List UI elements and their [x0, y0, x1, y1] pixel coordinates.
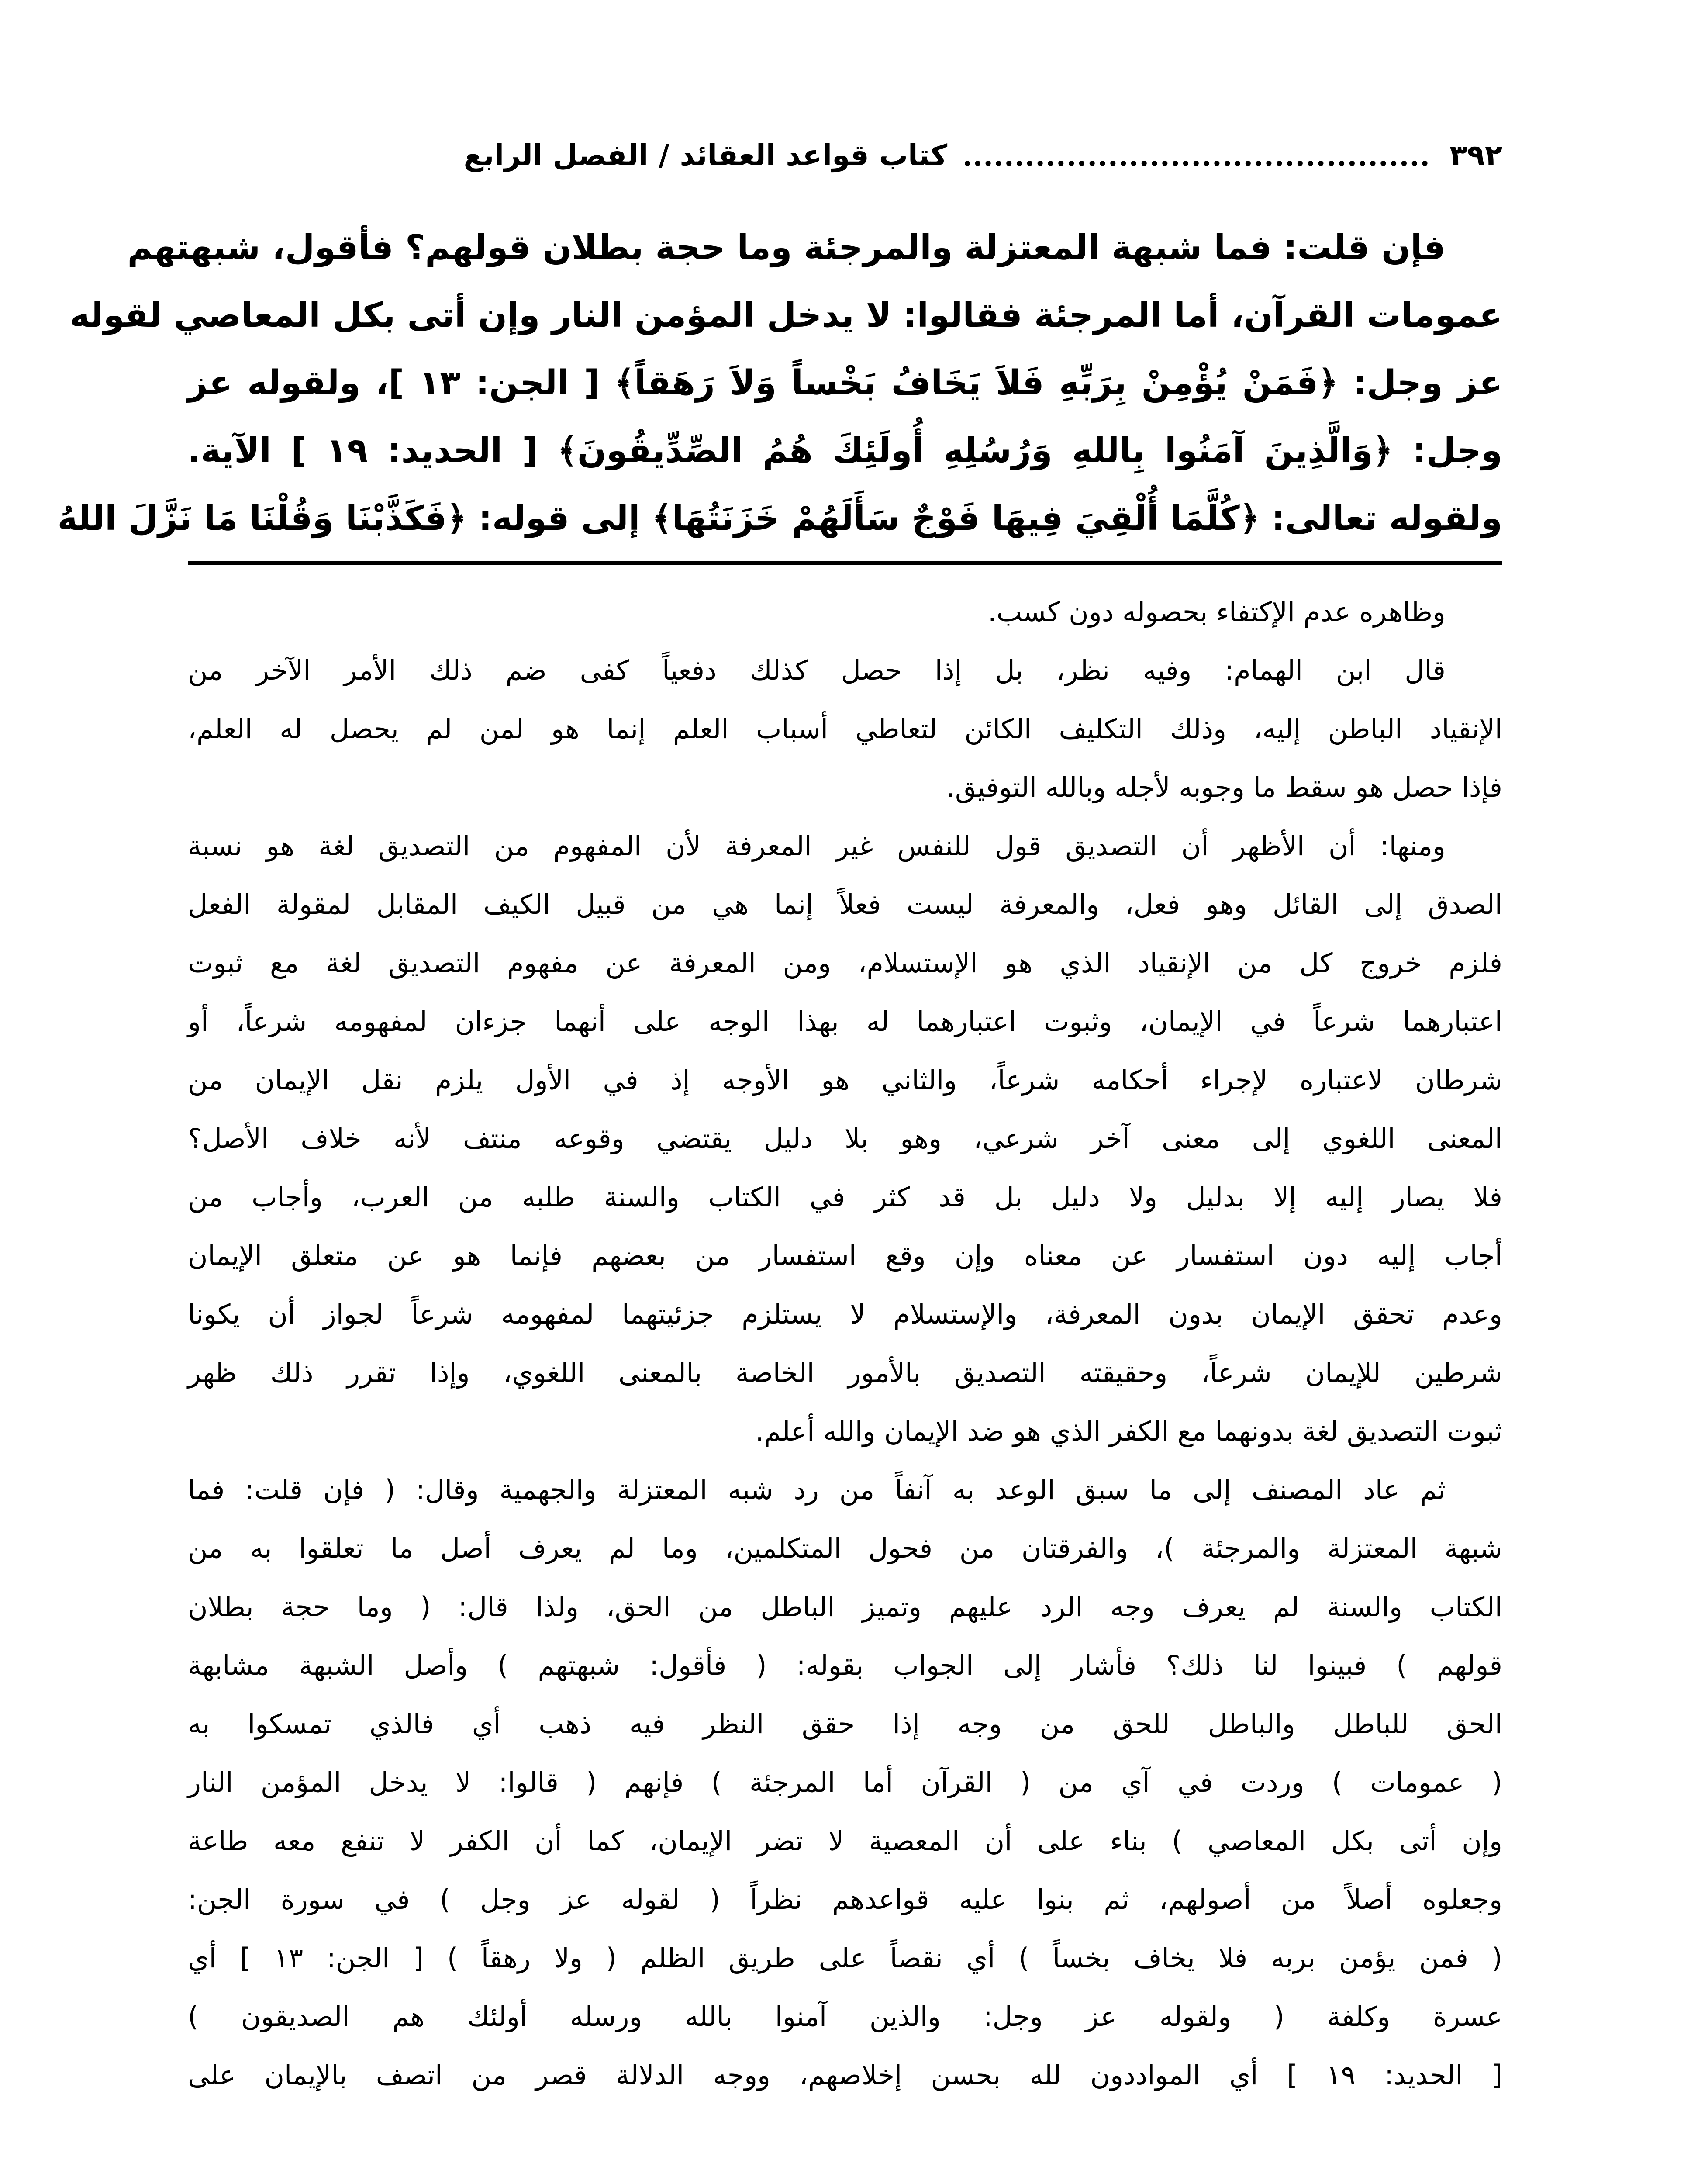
commentary-line: وإن أتى بكل المعاصي ) بناء على أن المعصية لا تضر الإيمان، كما أن الكفر لا تنفع معه طاعة [188, 1825, 1502, 1857]
commentary-line: فلزم خروج كل من الإنقياد الذي هو الإستسلام، ومن المعرفة عن مفهوم التصديق لغة مع ثبوت [188, 947, 1502, 979]
main-text-line: ولقوله تعالى: ﴿كُلَّمَا أُلْقِيَ فِيهَا فَوْجٌ سَأَلَهُمْ خَزَنَتُهَا﴾ إلى قوله: ﴿فَكَذَّبْنَا وَقُلْنَا مَا نَزَّلَ اللهُ [57, 499, 1502, 538]
commentary-line: قولهم ) فبينوا لنا ذلك؟ فأشار إلى الجواب بقوله: ( فأقول: شبهتهم ) وأصل الشبهة مشابهة [188, 1649, 1502, 1681]
commentary-line: قال ابن الهمام: وفيه نظر، بل إذا حصل كذلك دفعياً كفى ضم ذلك الأمر الآخر من [188, 654, 1446, 686]
commentary-line: فلا يصار إليه إلا بدليل ولا دليل بل قد كثر في الكتاب والسنة طلبه من العرب، وأجاب من [188, 1181, 1502, 1213]
commentary-line: عسرة وكلفة ( ولقوله عز وجل: والذين آمنوا بالله ورسله أولئك هم الصديقون ) [188, 2001, 1502, 2032]
commentary-line: اعتبارهما شرعاً في الإيمان، وثبوت اعتبارهما له بهذا الوجه على أنهما جزءان لمفهومه شرعاً، أو [188, 1006, 1502, 1037]
commentary-paragraph [188, 817, 1502, 1461]
main-text [57, 214, 1503, 553]
commentary-paragraph [188, 583, 1502, 641]
header-separator: / [659, 138, 669, 172]
commentary-line: وعدم تحقق الإيمان بدون المعرفة، والإستسلام لا يستلزم جزئيتهما لمفهومه شرعاً لجواز أن يكونا [188, 1298, 1502, 1330]
book-page [57, 0, 1503, 2184]
commentary-line: ثم عاد المصنف إلى ما سبق الوعد به آنفاً من رد شبه المعتزلة والجهمية وقال: ( فإن قلت: فما [188, 1474, 1446, 1506]
commentary-line: ( عمومات ) وردت في آي من ( القرآن أما المرجئة ) فإنهم ( قالوا: لا يدخل المؤمن النار [188, 1766, 1502, 1798]
commentary-line: الحق للباطل والباطل للحق من وجه إذا حقق النظر فيه ذهب أي فالذي تمسكوا به [188, 1708, 1502, 1740]
page-number: ٣٩٢ [1449, 138, 1502, 172]
commentary-paragraph [188, 641, 1502, 817]
commentary-line: المعنى اللغوي إلى معنى آخر شرعي، وهو بلا دليل يقتضي وقوعه منتف لأنه خلاف الأصل؟ [188, 1123, 1502, 1154]
commentary-line: فإذا حصل هو سقط ما وجوبه لأجله وبالله التوفيق. [946, 771, 1502, 803]
commentary-line: أجاب إليه دون استفسار عن معناه وإن وقع استفسار من بعضهم فإنما هو عن متعلق الإيمان [188, 1240, 1502, 1272]
dot-leader [965, 156, 1428, 166]
commentary-line: ( فمن يؤمن بربه فلا يخاف بخساً ) أي نقصاً على طريق الظلم ( ولا رهقاً ) [ الجن: ١٣ ] أي [188, 1942, 1503, 1974]
commentary-line: ثبوت التصديق لغة بدونهما مع الكفر الذي هو ضد الإيمان والله أعلم. [755, 1415, 1502, 1447]
commentary-paragraph [188, 1461, 1502, 2105]
commentary-line: ومنها: أن الأظهر أن التصديق قول للنفس غير المعرفة لأن المفهوم من التصديق لغة هو نسبة [188, 830, 1446, 862]
commentary-line: شبهة المعتزلة والمرجئة )، والفرقتان من فحول المتكلمين، وما لم يعرف أصل ما تعلقوا به من [188, 1532, 1502, 1564]
main-text-line: فإن قلت: فما شبهة المعتزلة والمرجئة وما حجة بطلان قولهم؟ فأقول، شبهتهم [127, 228, 1446, 267]
chapter-title: الفصل الرابع [463, 138, 649, 172]
commentary-line: الإنقياد الباطن إليه، وذلك التكليف الكائن لتعاطي أسباب العلم إنما هو لمن لم يحصل له العلم، [188, 713, 1502, 745]
main-text-line: وجل: ﴿وَالَّذِينَ آمَنُوا بِاللهِ وَرُسُلِهِ أُولَئِكَ هُمُ الصِّدِّيقُونَ﴾ [ الحديد: ١٩ ] الآية. [188, 431, 1503, 470]
commentary-line: الصدق إلى القائل وهو فعل، والمعرفة ليست فعلاً إنما هي من قبيل الكيف المقابل لمقولة الفعل [188, 888, 1502, 920]
main-text-line: عمومات القرآن، أما المرجئة فقالوا: لا يدخل المؤمن النار وإن أتى بكل المعاصي لقوله [69, 296, 1502, 335]
commentary-line: شرطان لاعتباره لإجراء أحكامه شرعاً، والثاني هو الأوجه إذ في الأول يلزم نقل الإيمان من [188, 1064, 1502, 1096]
commentary-line: وظاهره عدم الإكتفاء بحصوله دون كسب. [988, 596, 1446, 628]
running-header [188, 0, 1502, 179]
commentary-line: شرطين للإيمان شرعاً، وحقيقته التصديق بالأمور الخاصة بالمعنى اللغوي، وإذا تقرر ذلك ظهر [188, 1357, 1502, 1389]
book-title: كتاب قواعد العقائد [680, 138, 948, 172]
commentary-line: [ الحديد: ١٩ ] أي المواددون لله بحسن إخلاصهم، ووجه الدلالة قصر من اتصف بالإيمان على [188, 2059, 1502, 2091]
commentary [188, 583, 1502, 2105]
footnote-divider [188, 561, 1502, 565]
commentary-line: الكتاب والسنة لم يعرف وجه الرد عليهم وتميز الباطل من الحق، ولذا قال: ( وما حجة بطلان [188, 1591, 1502, 1623]
main-text-line: عز وجل: ﴿فَمَنْ يُؤْمِنْ بِرَبِّهِ فَلاَ يَخَافُ بَخْساً وَلاَ رَهَقاً﴾ [ الجن: ١٣ ]، ولقوله عز [188, 363, 1502, 403]
commentary-line: وجعلوه أصلاً من أصولهم، ثم بنوا عليه قواعدهم نظراً ( لقوله عز وجل ) في سورة الجن: [188, 1883, 1502, 1915]
